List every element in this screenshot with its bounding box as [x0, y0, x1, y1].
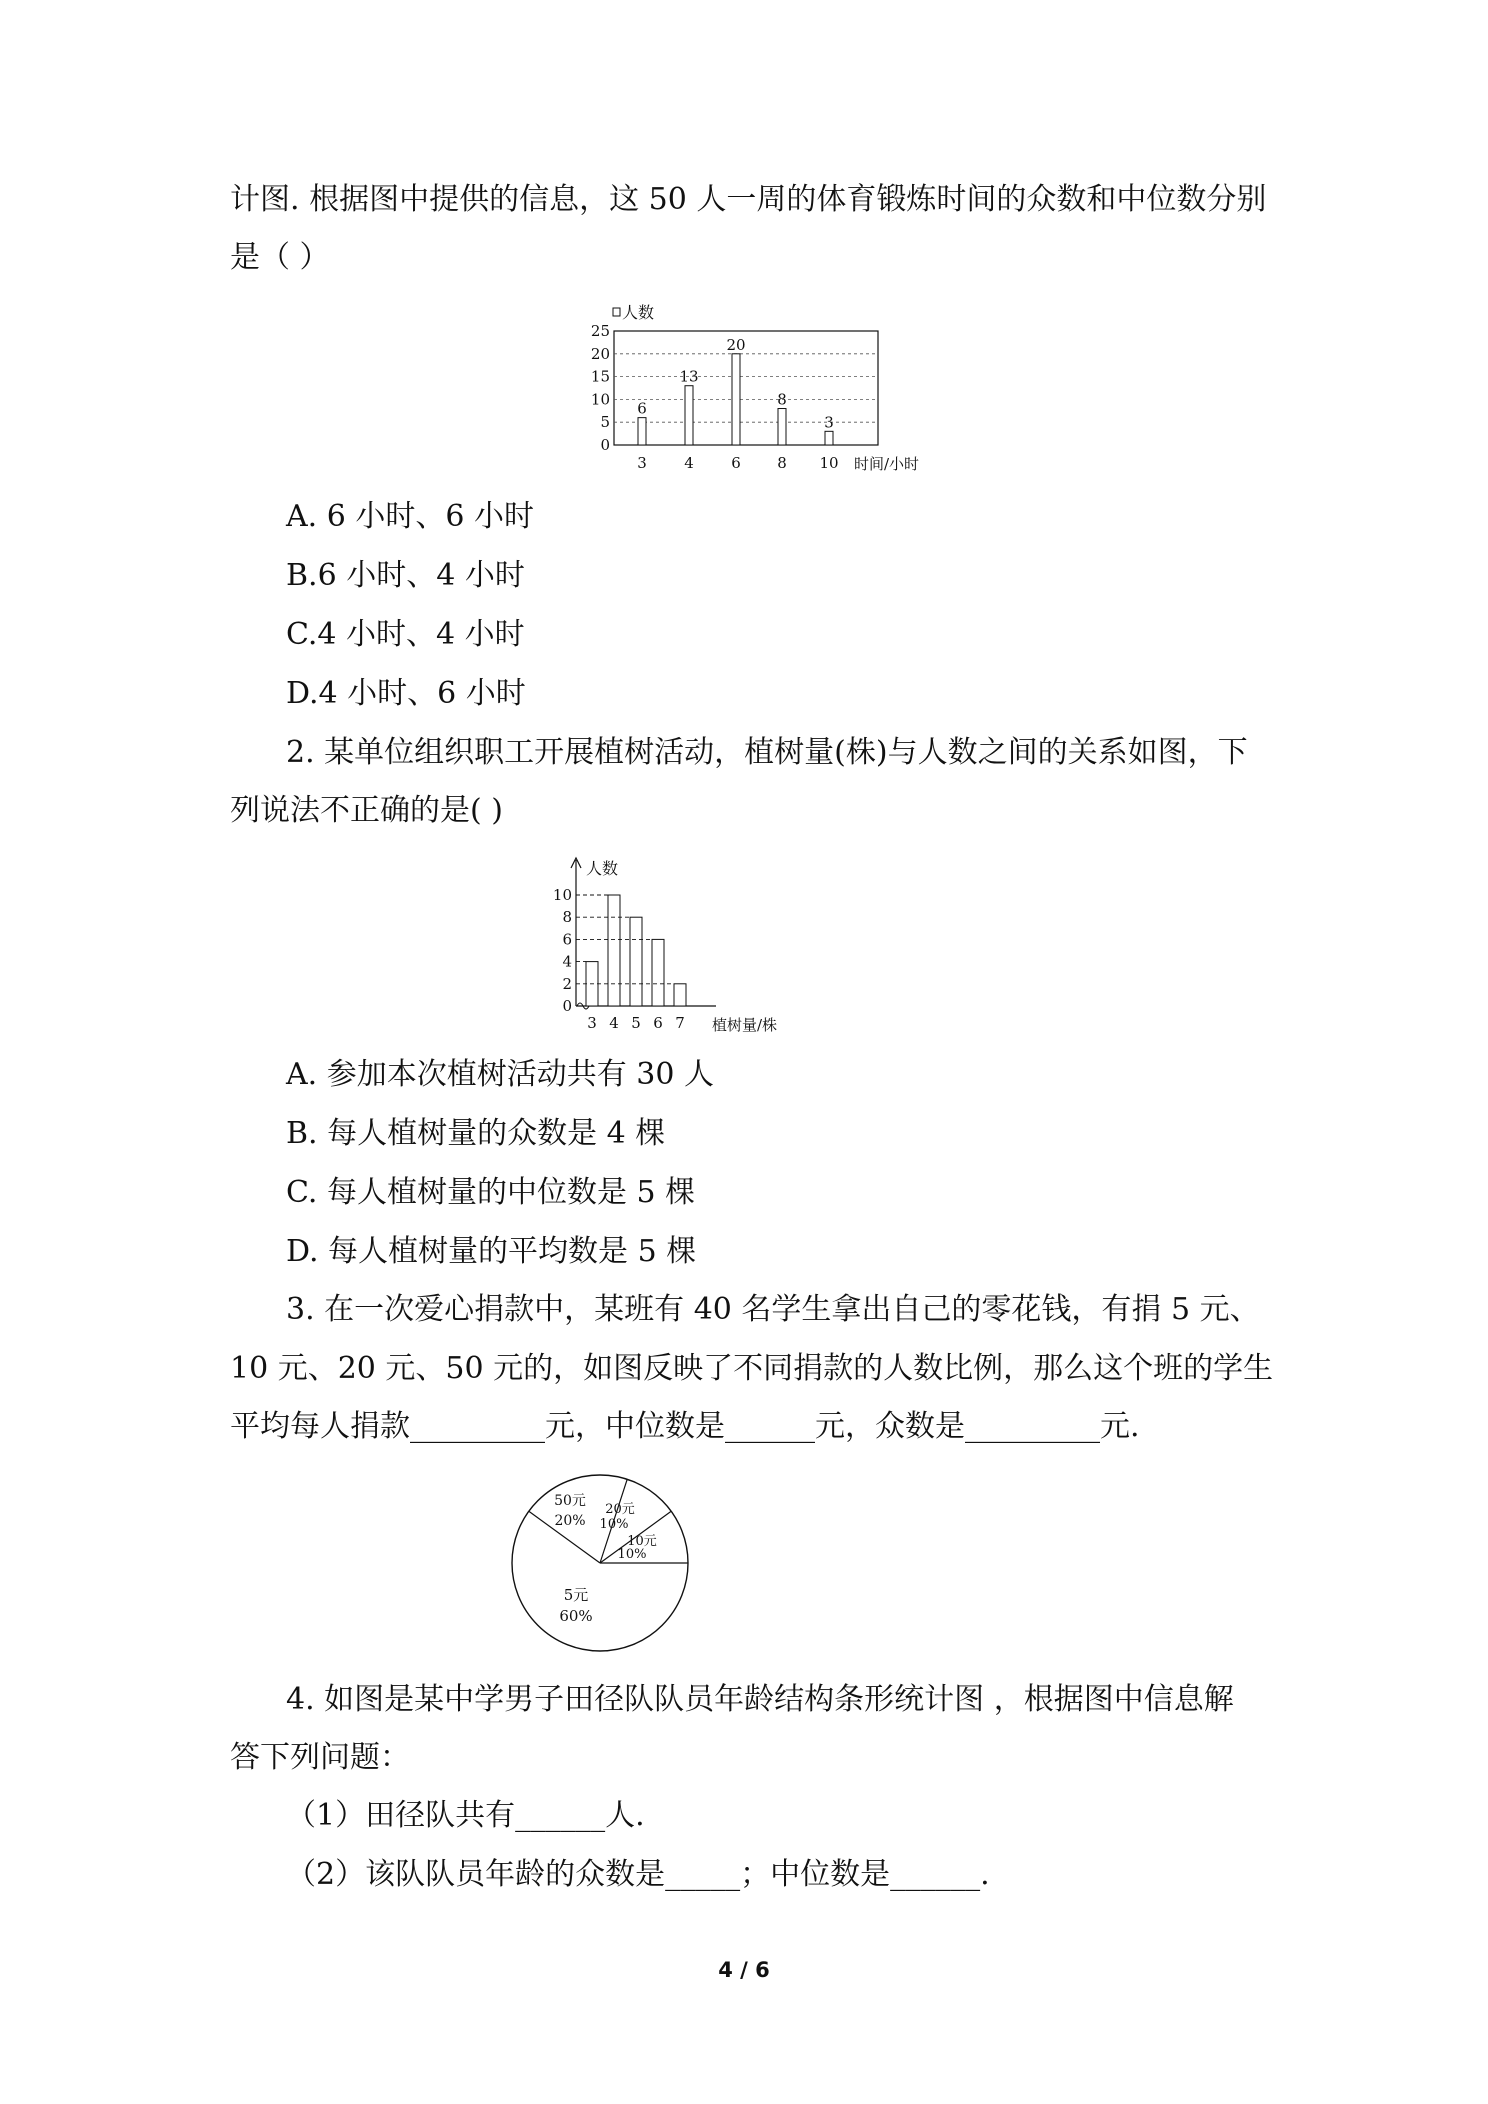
y-tick-label: 10 [552, 886, 572, 904]
q1-option-d: D.4 小时、6 小时 [286, 676, 526, 711]
chart-exercise-time-svg [560, 305, 960, 480]
q4-stem-line2: 答下列问题： [230, 1740, 410, 1775]
y-tick-label: 4 [562, 952, 572, 971]
q1-intro-line2: 是（ ） [230, 240, 330, 275]
x-tick-label: 4 [609, 1014, 619, 1032]
q1-option-c: C.4 小时、4 小时 [286, 617, 525, 652]
y-tick-label: 0 [600, 436, 610, 454]
slice-label: 5元 [563, 1586, 589, 1604]
x-tick-label: 10 [819, 454, 839, 472]
bar [652, 939, 664, 1006]
x-tick-label: 7 [675, 1014, 685, 1032]
q2-option-c: C. 每人植树量的中位数是 5 棵 [286, 1175, 696, 1210]
chart-donation-pie [500, 1465, 700, 1665]
x-tick-label: 3 [587, 1014, 597, 1032]
chart-tree-planting [530, 850, 830, 1040]
slice-percent: 20% [554, 1513, 586, 1529]
y-tick-label: 5 [600, 413, 610, 432]
bar [630, 917, 642, 1006]
q4-sub1: （1）田径队共有______人. [286, 1798, 645, 1833]
q2-option-b: B. 每人植树量的众数是 4 棵 [286, 1116, 666, 1151]
x-tick-label: 8 [777, 454, 787, 472]
q4-stem-line1: 4. 如图是某中学男子田径队队员年龄结构条形统计图 ，根据图中信息解 [286, 1682, 1234, 1717]
y-tick-label: 20 [590, 344, 610, 363]
chart-tree-planting-svg [530, 850, 830, 1040]
x-tick-label: 4 [684, 454, 694, 472]
y-tick-label: 0 [562, 997, 572, 1015]
bar [778, 409, 786, 445]
q3-stem-line2: 10 元、20 元、50 元的，如图反映了不同捐款的人数比例，那么这个班的学生 [230, 1351, 1274, 1386]
bar [825, 431, 833, 445]
data-label: 13 [679, 367, 699, 386]
x-axis-label: 植树量/株 [712, 1016, 778, 1034]
bar [638, 418, 646, 445]
q2-stem-line1: 2. 某单位组织职工开展植树活动，植树量(株)与人数之间的关系如图，下 [286, 735, 1248, 770]
bar [608, 895, 620, 1006]
x-tick-label: 3 [637, 454, 647, 472]
y-axis-label: 人数 [622, 303, 655, 322]
y-tick-label: 25 [590, 322, 610, 340]
data-label: 8 [777, 390, 787, 409]
y-axis-marker [613, 308, 620, 316]
slice-percent: 60% [559, 1607, 593, 1625]
y-axis-label: 人数 [586, 859, 619, 878]
page-number: 4 / 6 [718, 1958, 770, 1982]
q1-intro-line1: 计图. 根据图中提供的信息，这 50 人一周的体育锻炼时间的众数和中位数分别 [230, 182, 1267, 217]
data-label: 6 [637, 399, 647, 418]
q3-stem-line3: 平均每人捐款_________元，中位数是______元，众数是_________元. [230, 1409, 1140, 1444]
slice-percent: 10% [617, 1547, 647, 1562]
x-tick-label: 6 [731, 454, 741, 472]
data-label: 20 [726, 335, 746, 354]
x-tick-label: 5 [631, 1014, 641, 1032]
y-tick-label: 2 [562, 974, 572, 993]
bar [685, 386, 693, 445]
q2-stem-line2: 列说法不正确的是( ) [230, 793, 503, 828]
slice-label: 20元 [605, 1502, 635, 1517]
y-tick-label: 6 [562, 930, 572, 949]
x-tick-label: 6 [653, 1014, 663, 1032]
q3-stem-line1: 3. 在一次爱心捐款中，某班有 40 名学生拿出自己的零花钱，有捐 5 元、 [286, 1292, 1260, 1327]
slice-percent: 10% [599, 1517, 629, 1532]
bar [674, 984, 686, 1006]
plot-frame [614, 331, 878, 445]
x-axis-label: 时间/小时 [854, 455, 920, 473]
data-label: 3 [824, 413, 834, 432]
q4-sub2: （2）该队队员年龄的众数是_____；中位数是______. [286, 1857, 990, 1892]
bar [732, 354, 740, 445]
slice-label: 10元 [627, 1534, 657, 1549]
slice-label: 50元 [554, 1493, 586, 1509]
q1-option-b: B.6 小时、4 小时 [286, 558, 525, 593]
chart-donation-pie-svg [500, 1465, 700, 1665]
chart-exercise-time [560, 305, 960, 480]
q2-option-a: A. 参加本次植树活动共有 30 人 [286, 1057, 714, 1092]
q1-option-a: A. 6 小时、6 小时 [286, 499, 534, 534]
q2-option-d: D. 每人植树量的平均数是 5 棵 [286, 1234, 697, 1269]
y-tick-label: 15 [590, 367, 610, 386]
y-tick-label: 8 [562, 908, 572, 927]
y-tick-label: 10 [590, 390, 610, 409]
